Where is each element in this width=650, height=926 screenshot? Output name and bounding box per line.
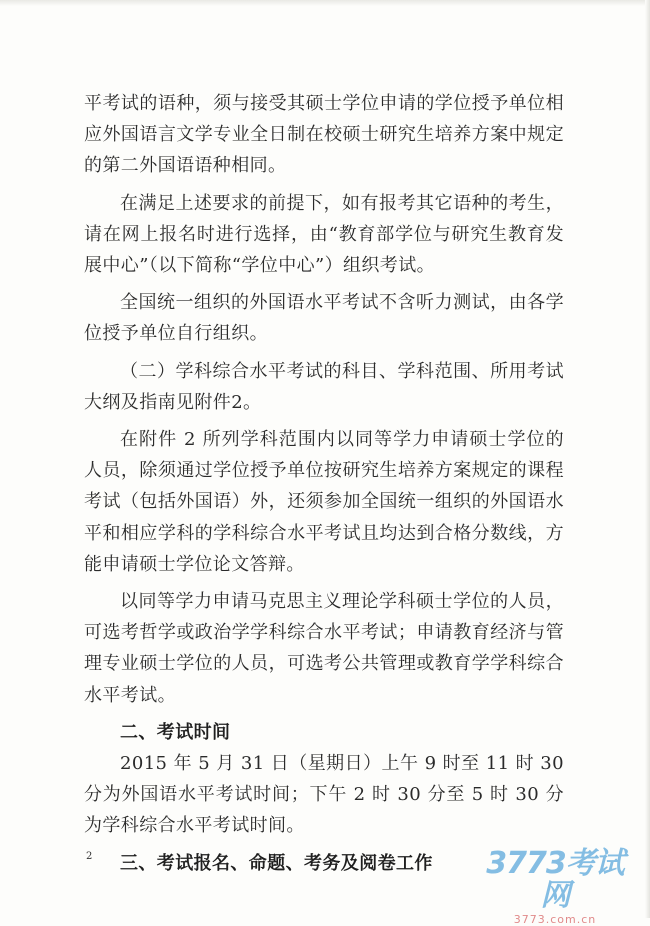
paragraph-attachment-2: 在附件 2 所列学科范围内以同等学力申请硕士学位的人员，除须通过学位授予单位按研究生培养方案规定的课程考试（包括外国语）外，还须参加全国统一组织的外国语水平和相应学科的学科综合水平考试且均达到合格分数线，方能申请硕士学位论文答辩。 xyxy=(84,429,564,575)
document-body xyxy=(84,88,564,879)
page-right-edge xyxy=(645,0,650,918)
heading-registration: 三、考试报名、命题、考务及阅卷工作 xyxy=(120,852,433,874)
page-number: 2 xyxy=(86,851,93,862)
heading-exam-time: 二、考试时间 xyxy=(120,721,231,743)
page-top-edge xyxy=(0,0,650,6)
watermark-brand: 3773考试网 xyxy=(486,846,624,913)
watermark-url: 3773.com.cn xyxy=(513,913,597,926)
paragraph-other-languages: 在满足上述要求的前提下，如有报考其它语种的考生，请在网上报名时进行选择，由“教育部学位与研究生教育发展中心”（以下简称“学位中心”）组织考试。 xyxy=(84,192,564,277)
paragraph-no-listening: 全国统一组织的外国语水平考试不含听力测试，由各学位授予单位自行组织。 xyxy=(84,292,564,345)
paragraph-subject-exam: （二）学科综合水平考试的科目、学科范围、所用考试大纲及指南见附件2。 xyxy=(84,360,564,413)
paragraph-exam-time: 2015 年 5 月 31 日（星期日）上午 9 时至 11 时 30 分为外国语水平考试时间；下午 2 时 30 分至 5 时 30 分为学科综合水平考试时间。 xyxy=(84,753,564,837)
watermark-logo xyxy=(480,848,630,926)
paragraph-continuation: 平考试的语种，须与接受其硕士学位申请的学位授予单位相应外国语言文学专业全日制在校硕士研究生培养方案中规定的第二外国语语种相同。 xyxy=(84,93,564,177)
paragraph-marxism-option: 以同等学力申请马克思主义理论学科硕士学位的人员，可选考哲学或政治学学科综合水平考试；申请教育经济与管理专业硕士学位的人员，可选考公共管理或教育学学科综合水平考试。 xyxy=(84,591,564,706)
